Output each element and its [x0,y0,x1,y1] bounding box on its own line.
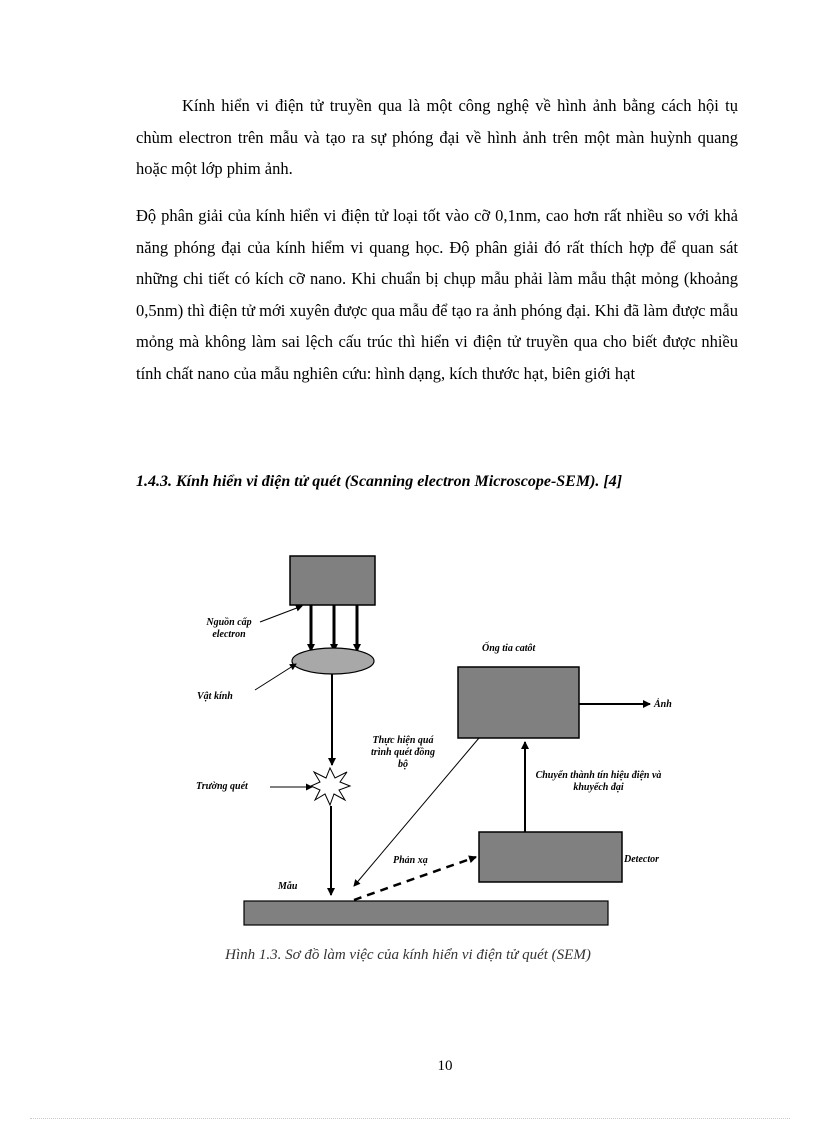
crt-box [458,667,579,738]
label-convert-signal: Chuyển thành tín hiệu điện và khuyếch đại [535,770,662,793]
scan-field-star [311,768,350,805]
figure-caption: Hình 1.3. Sơ đồ làm việc của kính hiển vi điện tử quét (SEM) [225,947,591,963]
label-image: Ảnh [654,699,672,710]
detector-box [479,832,622,882]
section-heading-sem: 1.4.3. Kính hiển vi điện tử quét (Scanning electron Microscope-SEM). [4] [136,473,623,490]
electron-source-box [290,556,375,605]
label-objective-lens: Vật kính [197,691,233,702]
footer-divider [30,1118,790,1119]
label-electron-source: Nguồn cấp electron [206,617,252,640]
label-sync-scan: Thực hiện quá trình quét đồng bộ [371,735,435,770]
label-crt: Ống tia catôt [482,643,536,654]
label-scan-field: Trường quét [196,781,248,792]
sample-bar [244,901,608,925]
paragraph-tem-intro: Kính hiển vi điện tử truyền qua là một công nghệ về hình ảnh bằng cách hội tụ chùm electron trên mẫu và tạo ra sự phóng đại về hình ảnh trên một màn huỳnh quang hoặc một lớp phim ảnh. [136,96,738,178]
objective-lens [292,648,374,674]
paragraph-resolution: Độ phân giải của kính hiển vi điện tử loại tốt vào cỡ 0,1nm, cao hơn rất nhiều so với khả năng phóng đại của kính hiểm vi quang học. Độ phân giải đó rất thích hợp để quan sát những chi tiết có kích cỡ nano. Khi chuẩn bị chụp mẫu phải làm mẫu thật mỏng (khoảng 0,5nm) thì điện tử mới xuyên được qua mẫu để tạo ra ảnh phóng đại. Khi đã làm được mẫu mỏng mà không làm sai lệch cấu trúc thì hiển vi điện tử truyền qua cho biết được nhiều tính chất nano của mẫu nghiên cứu: hình dạng, kích thước hạt, biên giới hạt [136,206,738,383]
label-reflection: Phản xạ [393,855,428,866]
label-detector: Detector [624,854,659,865]
page-number: 10 [437,1058,453,1074]
label-sample: Mẫu [278,881,298,892]
